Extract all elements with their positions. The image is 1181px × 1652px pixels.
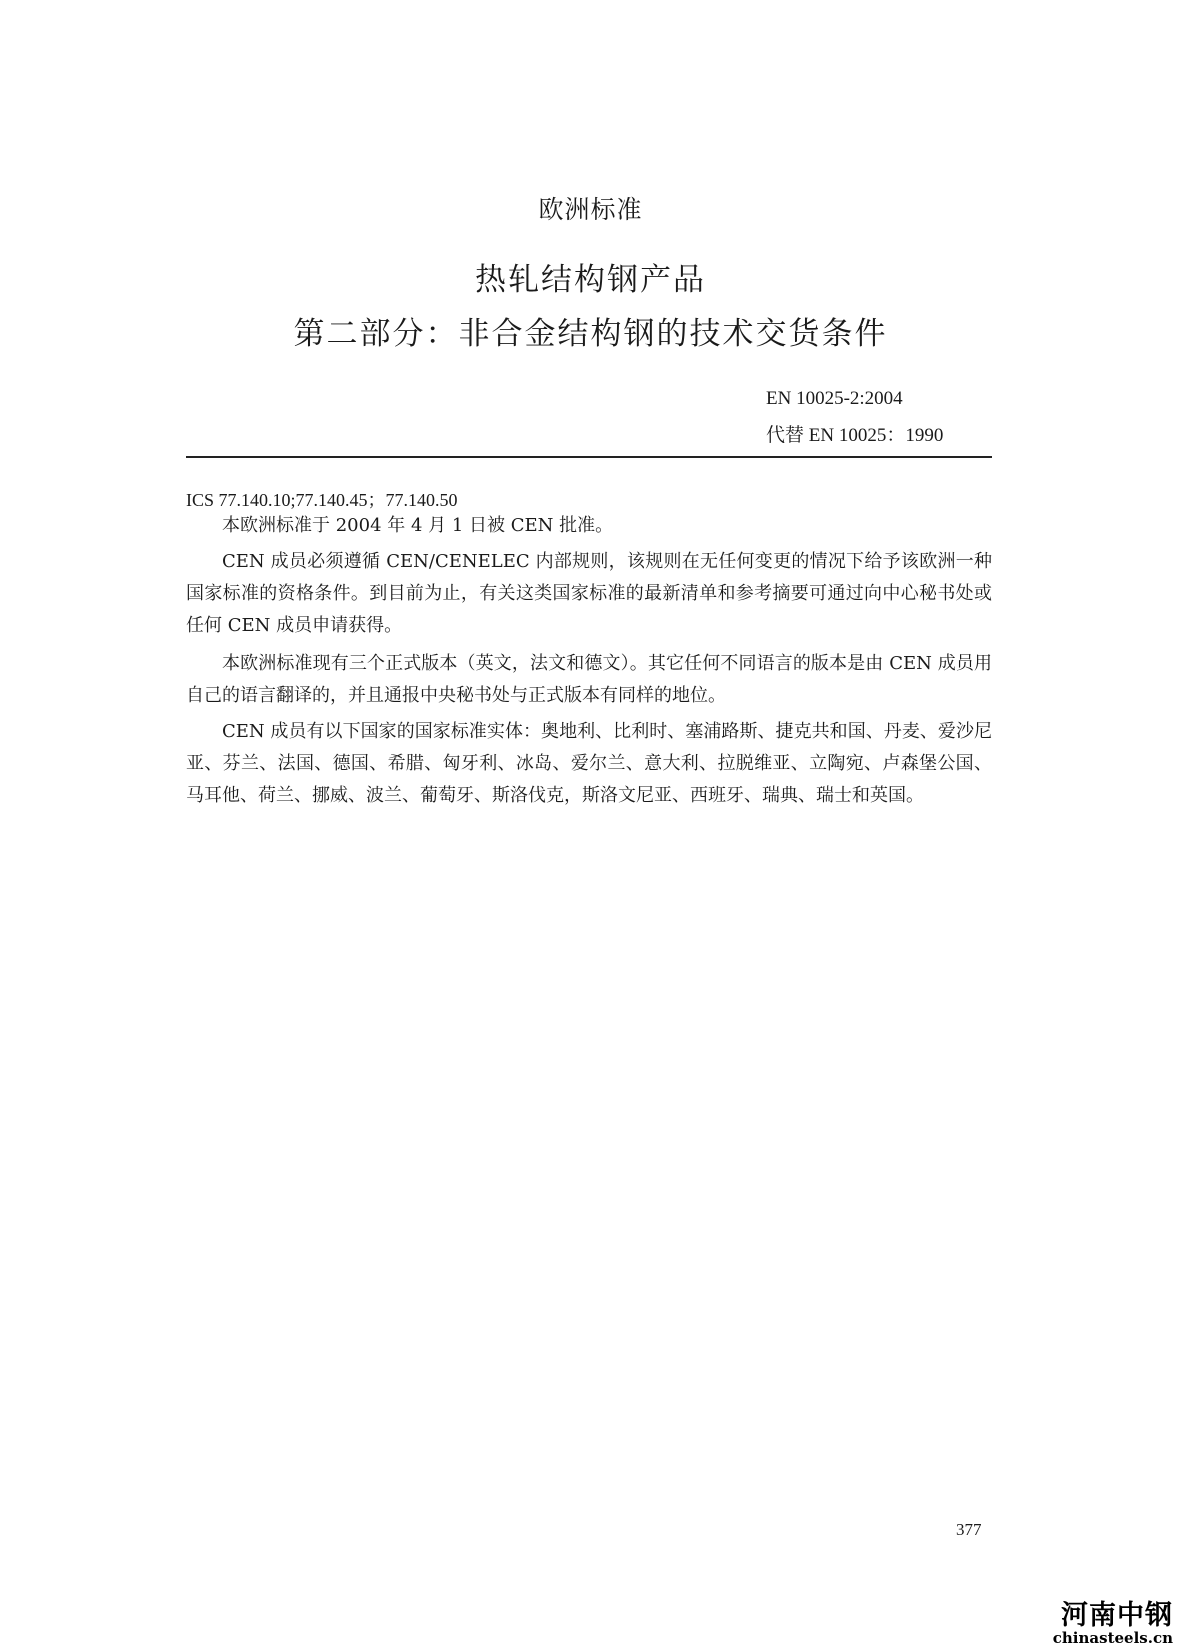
watermark-logo — [1053, 1602, 1173, 1646]
document-type: 欧洲标准 — [538, 195, 643, 224]
replaces-standard: 代替 EN 10025：1990 — [766, 425, 944, 446]
page-number: 377 — [956, 1520, 982, 1539]
watermark-text: 河南中钢 — [1061, 1600, 1173, 1631]
paragraph-versions: 本欧洲标准现有三个正式版本（英文，法文和德文）。其它任何不同语言的版本是由 CEN 成员用自己的语言翻译的，并且通报中央秘书处与正式版本有同样的地位。 — [186, 653, 992, 706]
standard-number: EN 10025-2:2004 — [766, 388, 903, 409]
header-divider — [186, 456, 992, 458]
watermark-url: chinasteels.cn — [1052, 1629, 1173, 1647]
paragraph-members: CEN 成员有以下国家的国家标准实体：奥地利、比利时、塞浦路斯、捷克共和国、丹麦、爱沙尼亚、芬兰、法国、德国、希腊、匈牙利、冰岛、爱尔兰、意大利、拉脱维亚、立陶宛、卢森堡公国、马耳他、荷兰、挪威、波兰、葡萄牙、斯洛伐克，斯洛文尼亚、西班牙、瑞典、瑞士和英国。 — [186, 721, 992, 806]
paragraph-rules: CEN 成员必须遵循 CEN/CENELEC 内部规则，该规则在无任何变更的情况下给予该欧洲一种国家标准的资格条件。到目前为止，有关这类国家标准的最新清单和参考摘要可通过向中心秘书处或任何 CEN 成员申请获得。 — [186, 551, 992, 636]
document-title-line-2: 第二部分：非合金结构钢的技术交货条件 — [293, 316, 888, 352]
document-title-line-1: 热轧结构钢产品 — [475, 262, 706, 298]
ics-code: ICS 77.140.10;77.140.45；77.140.50 — [186, 490, 458, 510]
paragraph-approval: 本欧洲标准于 2004 年 4 月 1 日被 CEN 批准。 — [222, 515, 614, 536]
